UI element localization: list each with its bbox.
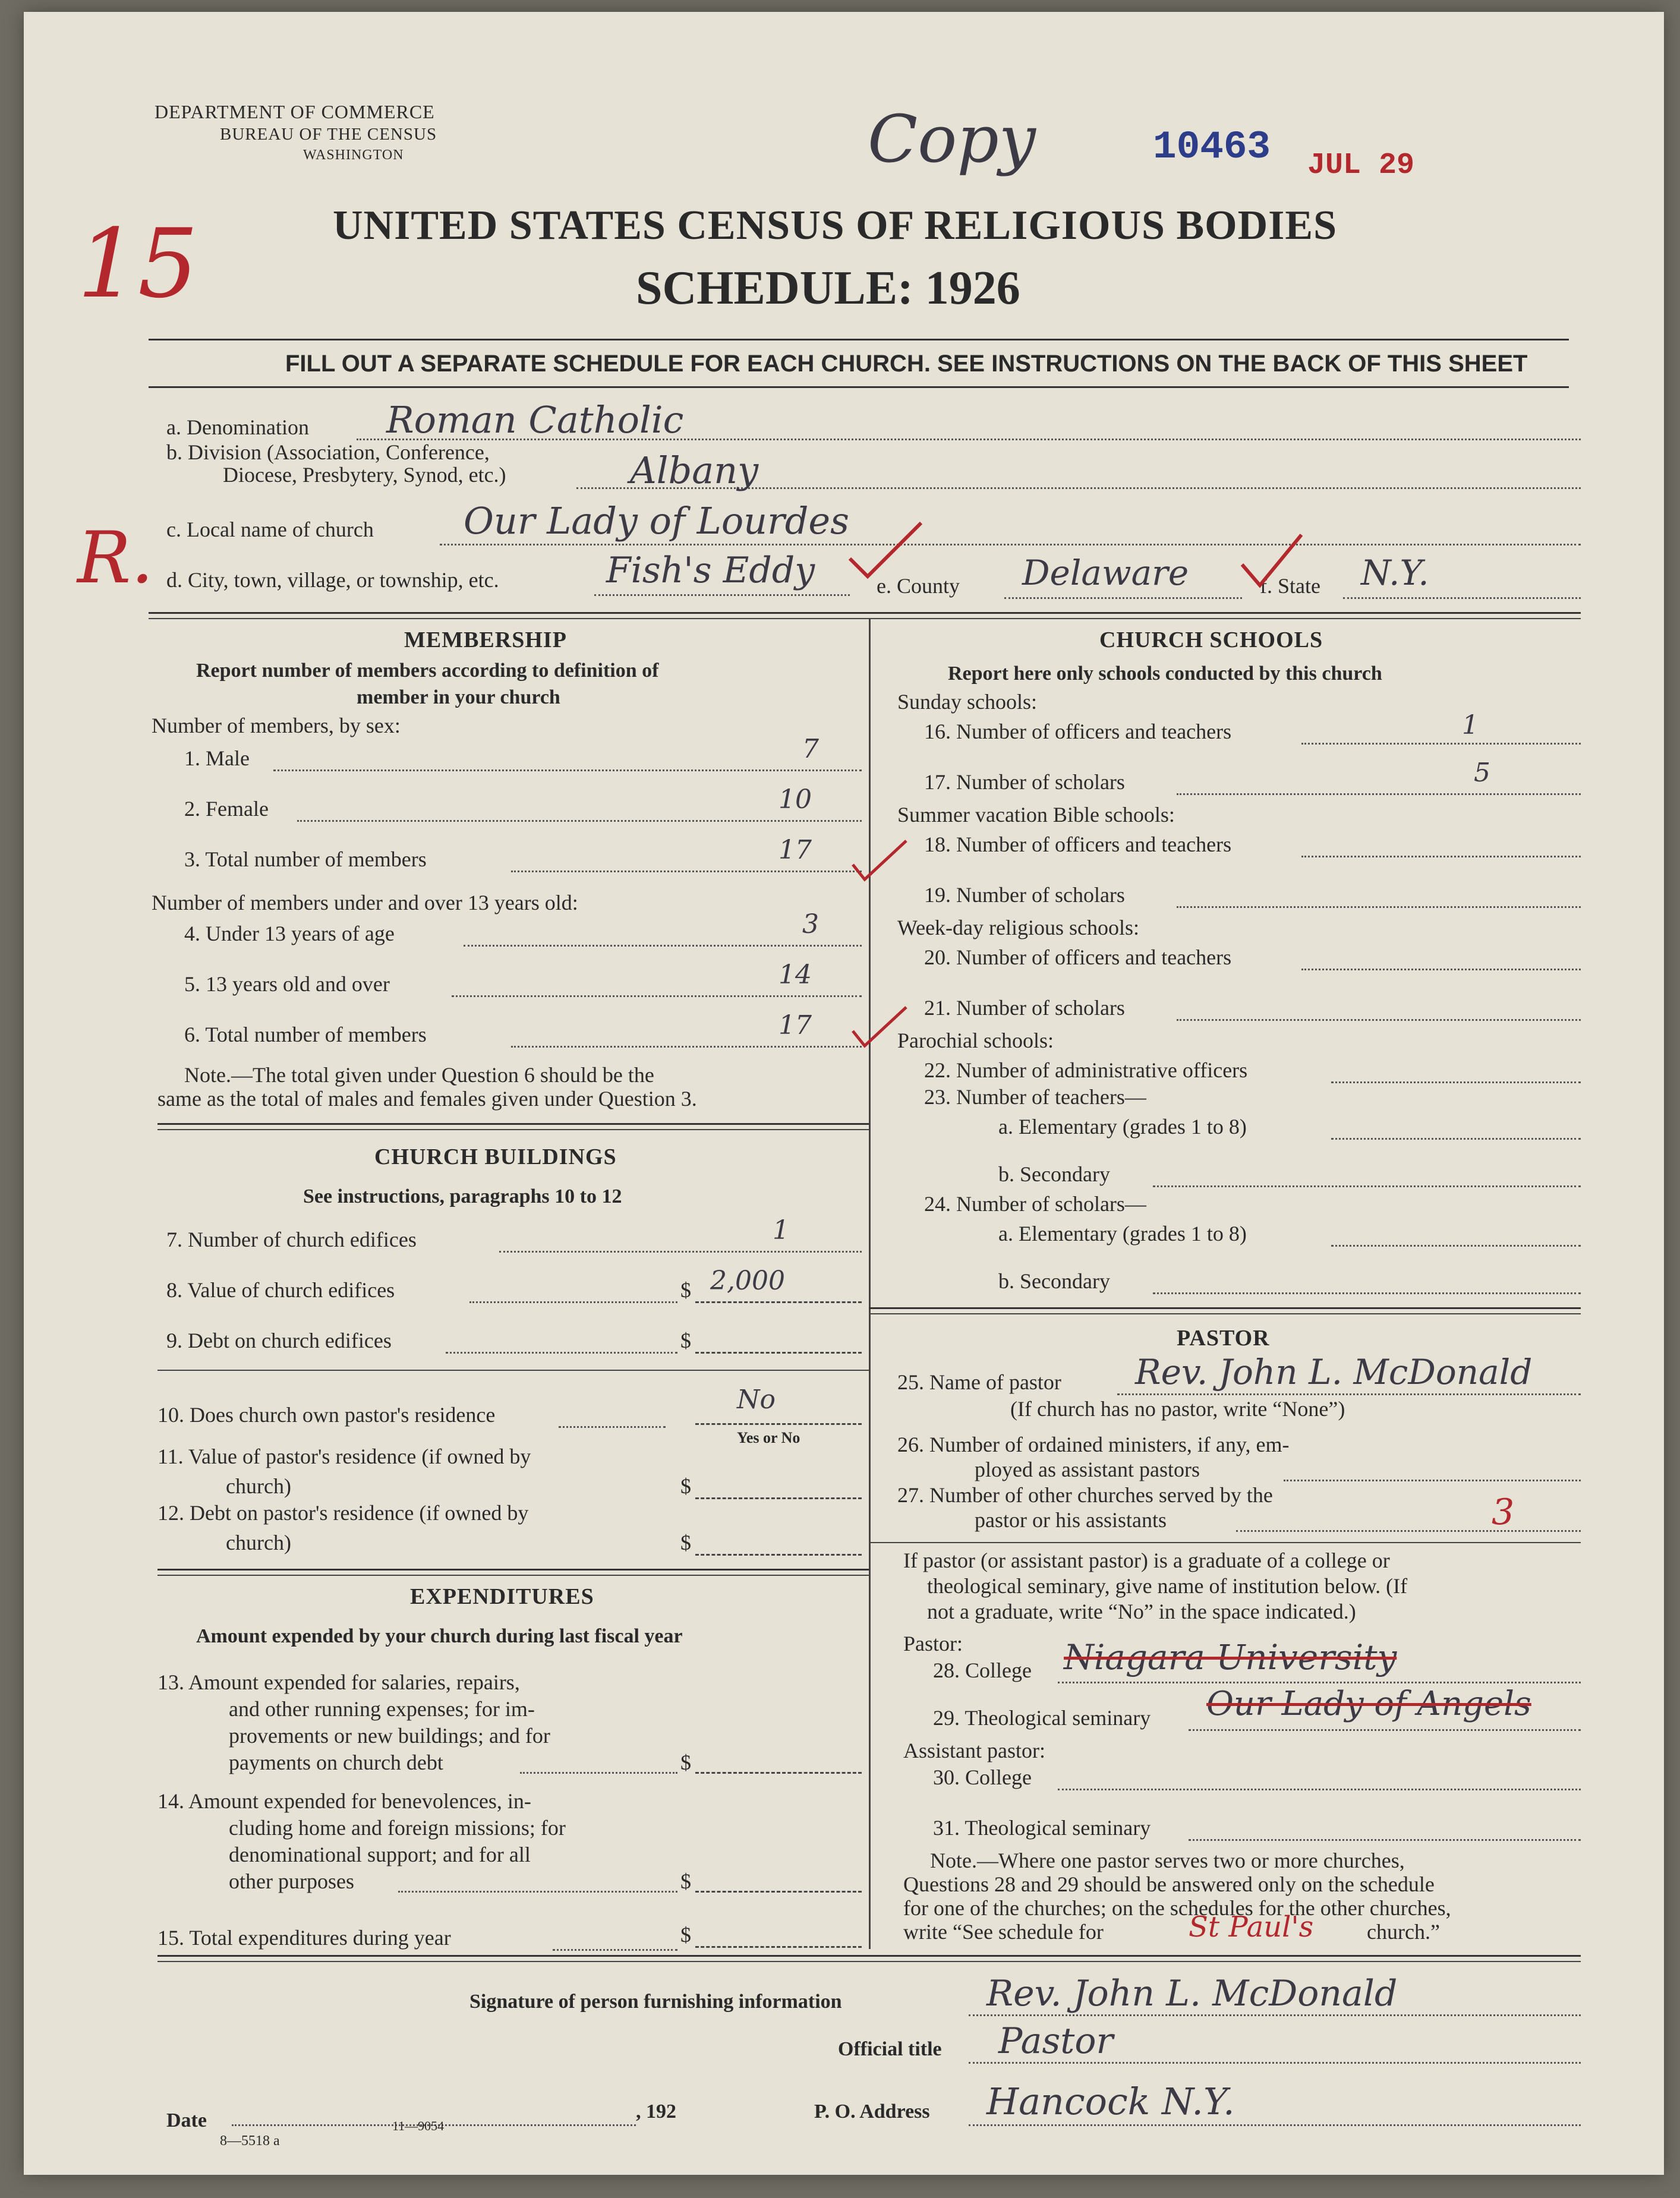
q13-label-2: and other running expenses; for im- bbox=[229, 1697, 535, 1721]
buildings-heading: CHURCH BUILDINGS bbox=[374, 1144, 617, 1169]
q29-value[interactable]: Our Lady of Angels bbox=[1206, 1685, 1531, 1723]
q17-value[interactable]: 5 bbox=[1474, 758, 1490, 788]
schools-heading: CHURCH SCHOOLS bbox=[1099, 627, 1323, 652]
pastor-sub-label: Pastor: bbox=[903, 1632, 963, 1655]
expenditures-heading: EXPENDITURES bbox=[410, 1584, 594, 1609]
q14-label-4: other purposes bbox=[229, 1869, 354, 1893]
q10-value[interactable]: No bbox=[737, 1385, 776, 1415]
membership-note-2: same as the total of males and females given under Question 3. bbox=[157, 1087, 697, 1111]
po-address-value[interactable]: Hancock N.Y. bbox=[986, 2080, 1235, 2123]
q2-label: 2. Female bbox=[184, 797, 269, 821]
q7-label: 7. Number of church edifices bbox=[166, 1228, 417, 1251]
state-value[interactable]: N.Y. bbox=[1361, 553, 1429, 593]
po-address-label: P. O. Address bbox=[814, 2101, 930, 2123]
pastor-note-3: for one of the churches; on the schedules for the other churches, bbox=[903, 1896, 1451, 1920]
summer-label: Summer vacation Bible schools: bbox=[897, 803, 1175, 827]
q8-label: 8. Value of church edifices bbox=[166, 1278, 395, 1302]
pastor-note-4-end: church.” bbox=[1367, 1920, 1440, 1944]
denomination-label: a. Denomination bbox=[166, 415, 309, 439]
q23-label: 23. Number of teachers— bbox=[924, 1085, 1146, 1109]
form-number-2: 11—9054 bbox=[392, 2118, 445, 2133]
q15-dollar: $ bbox=[680, 1923, 691, 1947]
local-name-value[interactable]: Our Lady of Lourdes bbox=[464, 499, 849, 543]
see-schedule-value[interactable]: St Paul's bbox=[1189, 1910, 1314, 1944]
q12-label-2: church) bbox=[226, 1531, 291, 1554]
q24-label: 24. Number of scholars— bbox=[924, 1192, 1146, 1216]
q3-label: 3. Total number of members bbox=[184, 847, 427, 871]
q11-dollar: $ bbox=[680, 1474, 691, 1498]
q31-label: 31. Theological seminary bbox=[933, 1816, 1151, 1840]
q25-label: 25. Name of pastor bbox=[897, 1370, 1061, 1394]
q5-value[interactable]: 14 bbox=[778, 960, 812, 990]
q17-label: 17. Number of scholars bbox=[924, 770, 1125, 794]
date-year: , 192 bbox=[636, 2101, 676, 2123]
sunday-label: Sunday schools: bbox=[897, 690, 1038, 714]
stamp-number: 10463 bbox=[1153, 125, 1271, 169]
q23a-label: a. Elementary (grades 1 to 8) bbox=[998, 1115, 1247, 1139]
department-heading: DEPARTMENT OF COMMERCE bbox=[155, 101, 435, 122]
pastor-note-2: Questions 28 and 29 should be answered only on the schedule bbox=[903, 1872, 1435, 1896]
q8-value[interactable]: 2,000 bbox=[710, 1266, 785, 1296]
membership-sub-1: Report number of members according to definition of bbox=[196, 660, 659, 682]
expenditures-sub: Amount expended by your church during last fiscal year bbox=[196, 1625, 683, 1647]
q25-note: (If church has no pastor, write “None”) bbox=[1010, 1397, 1345, 1421]
mark-r: R. bbox=[77, 517, 154, 600]
q18-label: 18. Number of officers and teachers bbox=[924, 832, 1232, 856]
q5-label: 5. 13 years old and over bbox=[184, 972, 390, 996]
state-label: f. State bbox=[1260, 574, 1320, 598]
q26-label-2: ployed as assistant pastors bbox=[975, 1458, 1200, 1481]
pastor-note-4: write “See schedule for bbox=[903, 1920, 1104, 1944]
weekday-label: Week-day religious schools: bbox=[897, 916, 1140, 939]
graduate-note-3: not a graduate, write “No” in the space indicated.) bbox=[927, 1600, 1356, 1623]
q2-value[interactable]: 10 bbox=[778, 784, 812, 815]
county-label: e. County bbox=[877, 574, 960, 598]
pastor-heading: PASTOR bbox=[1177, 1326, 1270, 1351]
official-title-value[interactable]: Pastor bbox=[998, 2020, 1114, 2062]
q19-label: 19. Number of scholars bbox=[924, 883, 1125, 907]
date-label: Date bbox=[166, 2109, 207, 2131]
q16-value[interactable]: 1 bbox=[1462, 710, 1479, 740]
q12-label-1: 12. Debt on pastor's residence (if owned by bbox=[157, 1501, 529, 1525]
census-schedule-sheet bbox=[24, 12, 1664, 2175]
buildings-sub: See instructions, paragraphs 10 to 12 bbox=[303, 1185, 622, 1207]
q14-dollar: $ bbox=[680, 1869, 691, 1893]
q15-label: 15. Total expenditures during year bbox=[157, 1926, 451, 1950]
bureau-heading: BUREAU OF THE CENSUS bbox=[220, 125, 437, 144]
yes-or-no-hint: Yes or No bbox=[737, 1429, 800, 1446]
q13-label-4: payments on church debt bbox=[229, 1751, 443, 1774]
q21-label: 21. Number of scholars bbox=[924, 996, 1125, 1020]
q23b-label: b. Secondary bbox=[998, 1162, 1110, 1186]
q9-label: 9. Debt on church edifices bbox=[166, 1329, 392, 1352]
q30-label: 30. College bbox=[933, 1765, 1032, 1789]
copy-mark: Copy bbox=[868, 101, 1036, 177]
graduate-note-1: If pastor (or assistant pastor) is a graduate of a college or bbox=[903, 1549, 1390, 1572]
q12-dollar: $ bbox=[680, 1531, 691, 1554]
q13-label-1: 13. Amount expended for salaries, repairs, bbox=[157, 1670, 520, 1694]
q26-label-1: 26. Number of ordained ministers, if any, em- bbox=[897, 1433, 1290, 1456]
stamp-date: JUL 29 bbox=[1307, 149, 1415, 182]
q13-dollar: $ bbox=[680, 1751, 691, 1774]
schedule-year: SCHEDULE: 1926 bbox=[636, 262, 1020, 314]
q16-label: 16. Number of officers and teachers bbox=[924, 720, 1232, 743]
q14-label-1: 14. Amount expended for benevolences, in- bbox=[157, 1789, 531, 1813]
mark-15: 15 bbox=[77, 208, 198, 319]
city-heading: WASHINGTON bbox=[303, 147, 404, 163]
q28-label: 28. College bbox=[933, 1658, 1032, 1682]
q11-label-1: 11. Value of pastor's residence (if owned by bbox=[157, 1445, 531, 1468]
q6-value[interactable]: 17 bbox=[778, 1010, 812, 1040]
q7-value[interactable]: 1 bbox=[773, 1215, 789, 1245]
membership-note-1: Note.—The total given under Question 6 should be the bbox=[184, 1063, 654, 1087]
q3-value[interactable]: 17 bbox=[778, 835, 812, 865]
q11-label-2: church) bbox=[226, 1474, 291, 1498]
division-label-1: b. Division (Association, Conference, bbox=[166, 440, 490, 464]
q20-label: 20. Number of officers and teachers bbox=[924, 945, 1232, 969]
pastor-note-1: Note.—Where one pastor serves two or more churches, bbox=[930, 1849, 1405, 1872]
q4-value[interactable]: 3 bbox=[802, 909, 819, 939]
check-mark-county bbox=[1236, 529, 1307, 594]
q27-label-1: 27. Number of other churches served by the bbox=[897, 1483, 1273, 1507]
q8-dollar: $ bbox=[680, 1278, 691, 1302]
official-title-label: Official title bbox=[838, 2038, 942, 2060]
denomination-value[interactable]: Roman Catholic bbox=[386, 398, 684, 442]
q22-label: 22. Number of administrative officers bbox=[924, 1058, 1248, 1082]
q24a-label: a. Elementary (grades 1 to 8) bbox=[998, 1222, 1247, 1245]
county-value[interactable]: Delaware bbox=[1022, 553, 1189, 593]
q27-value[interactable]: 3 bbox=[1492, 1491, 1515, 1533]
check-mark-local-name bbox=[844, 517, 927, 588]
check-mark-q6 bbox=[850, 1004, 909, 1052]
form-number-1: 8—5518 a bbox=[220, 2133, 280, 2149]
q10-label: 10. Does church own pastor's residence bbox=[157, 1403, 496, 1427]
graduate-note-2: theological seminary, give name of institution below. (If bbox=[927, 1574, 1408, 1598]
instruction-line: FILL OUT A SEPARATE SCHEDULE FOR EACH CHURCH. SEE INSTRUCTIONS ON THE BACK OF THIS SHEET bbox=[285, 351, 1528, 377]
schools-sub: Report here only schools conducted by this church bbox=[948, 663, 1382, 685]
signature-label: Signature of person furnishing information bbox=[469, 1991, 842, 2013]
q1-value[interactable]: 7 bbox=[802, 734, 819, 764]
city-value[interactable]: Fish's Eddy bbox=[606, 550, 815, 591]
q29-label: 29. Theological seminary bbox=[933, 1706, 1151, 1730]
division-label-2: Diocese, Presbytery, Synod, etc.) bbox=[223, 463, 506, 487]
membership-heading: MEMBERSHIP bbox=[404, 627, 567, 652]
city-label: d. City, town, village, or township, etc. bbox=[166, 568, 499, 592]
q28-value[interactable]: Niagara University bbox=[1064, 1637, 1397, 1677]
division-value[interactable]: Albany bbox=[630, 449, 759, 492]
q4-label: 4. Under 13 years of age bbox=[184, 922, 395, 945]
q6-label: 6. Total number of members bbox=[184, 1023, 427, 1046]
assistant-sub-label: Assistant pastor: bbox=[903, 1739, 1045, 1762]
parochial-label: Parochial schools: bbox=[897, 1029, 1054, 1052]
membership-sub-2: member in your church bbox=[357, 686, 560, 708]
q14-label-3: denominational support; and for all bbox=[229, 1843, 531, 1866]
q9-dollar: $ bbox=[680, 1329, 691, 1352]
q27-label-2: pastor or his assistants bbox=[975, 1508, 1167, 1532]
q14-label-2: cluding home and foreign missions; for bbox=[229, 1816, 566, 1840]
q13-label-3: provements or new buildings; and for bbox=[229, 1724, 550, 1748]
q24b-label: b. Secondary bbox=[998, 1269, 1110, 1293]
form-title: UNITED STATES CENSUS OF RELIGIOUS BODIES bbox=[333, 203, 1338, 248]
by-sex-label: Number of members, by sex: bbox=[152, 714, 401, 737]
local-name-label: c. Local name of church bbox=[166, 518, 374, 541]
by-age-label: Number of members under and over 13 years old: bbox=[152, 891, 578, 914]
q1-label: 1. Male bbox=[184, 746, 250, 770]
q25-value[interactable]: Rev. John L. McDonald bbox=[1135, 1352, 1533, 1392]
signature-value[interactable]: Rev. John L. McDonald bbox=[986, 1973, 1398, 2014]
check-mark-q3 bbox=[850, 838, 909, 885]
